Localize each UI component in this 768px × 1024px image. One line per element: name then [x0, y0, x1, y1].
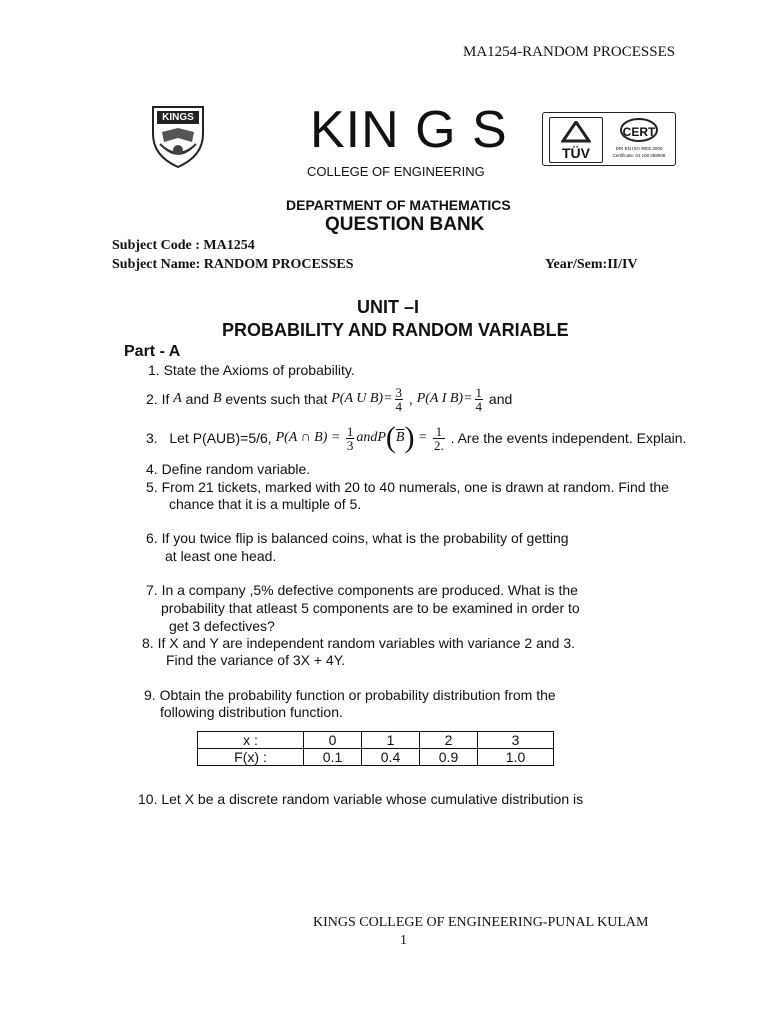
q3-b-complement: $\overline{B}$ — [395, 430, 405, 445]
q2-event-a: A — [173, 391, 182, 406]
q3-prefix: 3. Let P(AUB)=5/6, — [146, 430, 276, 446]
question-1: 1. State the Axioms of probability. — [148, 362, 355, 378]
q2-end: and — [485, 391, 513, 407]
question-6-line-1: 6. If you twice flip is balanced coins, what is the probability of getting — [146, 530, 569, 546]
table-cell: 2 — [420, 732, 478, 749]
subject-code: Subject Code : MA1254 — [112, 238, 255, 253]
question-9-line-2: following distribution function. — [160, 704, 343, 720]
footer-college: KINGS COLLEGE OF ENGINEERING-PUNAL KULAM — [313, 915, 649, 930]
table-cell: 1.0 — [478, 749, 554, 766]
q2-union-expr: P(A U B)= — [331, 391, 393, 406]
q2-event-b: B — [212, 391, 222, 406]
question-7-line-3: get 3 defectives? — [169, 618, 275, 634]
q2-prefix: 2. If — [146, 391, 174, 407]
right-paren-glyph: ) — [404, 421, 415, 454]
cert-small-text-1: DIN EN ISO 9001:2000 — [615, 146, 663, 151]
cert-word: CERT — [622, 125, 656, 139]
q2-intersection-expr: P(A I B)= — [416, 391, 473, 406]
table-cell: x : — [198, 732, 304, 749]
question-6-line-2: at least one head. — [165, 548, 277, 564]
question-2 — [146, 382, 512, 416]
table-cell: 0 — [304, 732, 362, 749]
table-cell: 0.4 — [362, 749, 420, 766]
course-header: MA1254-RANDOM PROCESSES — [463, 44, 676, 60]
page-number: 1 — [400, 933, 407, 948]
q2-comma: , — [405, 391, 417, 407]
table-cell: 1 — [362, 732, 420, 749]
table-cell: 3 — [478, 732, 554, 749]
table-row — [198, 749, 554, 766]
question-3 — [146, 420, 686, 456]
q3-suffix: . Are the events independent. Explain. — [446, 430, 687, 446]
distribution-table — [197, 731, 554, 766]
tuv-text: TÜV — [562, 145, 590, 161]
kings-shield-logo — [150, 104, 206, 170]
question-9-line-1: 9. Obtain the probability function or probability distribution from the — [144, 687, 556, 703]
table-row — [198, 732, 554, 749]
question-4: 4. Define random variable. — [146, 461, 311, 477]
question-7-line-2: probability that atleast 5 components are to be examined in order to — [161, 600, 580, 616]
cert-small-text-2: Certificate: 01 100 058608 — [612, 153, 666, 158]
question-10: 10. Let X be a discrete random variable whose cumulative distribution is — [138, 791, 584, 807]
department-name: DEPARTMENT OF MATHEMATICS — [286, 197, 511, 213]
q2-and: and — [181, 391, 213, 407]
q3-fraction-2: $\frac{1}{2.}$ — [433, 423, 444, 453]
unit-number: UNIT –I — [357, 297, 420, 317]
tuv-cert-logo — [542, 112, 676, 166]
q3-andp: andP — [356, 430, 386, 445]
q3-equals: = — [414, 430, 431, 445]
part-heading: Part - A — [124, 343, 181, 360]
q2-fraction-2: $\frac{1}{4}$ — [475, 384, 483, 414]
question-5-line-1: 5. From 21 tickets, marked with 20 to 40 numerals, one is drawn at random. Find the — [146, 479, 669, 495]
table-cell: 0.1 — [304, 749, 362, 766]
question-8-line-2: Find the variance of 3X + 4Y. — [166, 652, 346, 668]
table-cell: 0.9 — [420, 749, 478, 766]
kings-badge-text: KINGS — [162, 112, 194, 123]
college-subtitle: COLLEGE OF ENGINEERING — [307, 164, 485, 179]
q2-fraction-1: $\frac{3}{4}$ — [395, 384, 403, 414]
table-cell: F(x) : — [198, 749, 304, 766]
year-sem: Year/Sem:II/IV — [545, 257, 638, 272]
document-title: QUESTION BANK — [325, 214, 485, 235]
subject-name: Subject Name: RANDOM PROCESSES — [112, 257, 354, 272]
question-8-line-1: 8. If X and Y are independent random variables with variance 2 and 3. — [142, 635, 575, 651]
college-name: KIN G S — [310, 101, 508, 159]
question-7-line-1: 7. In a company ,5% defective components are produced. What is the — [146, 582, 578, 598]
left-paren-glyph: ( — [385, 421, 396, 454]
q2-mid: events such that — [221, 391, 332, 407]
unit-title: PROBABILITY AND RANDOM VARIABLE — [222, 320, 569, 340]
q3-fraction-1: $\frac{1}{3}$ — [346, 423, 354, 453]
q3-intersection-expr: P(A ∩ B) = — [275, 430, 344, 445]
question-5-line-2: chance that it is a multiple of 5. — [169, 496, 362, 512]
